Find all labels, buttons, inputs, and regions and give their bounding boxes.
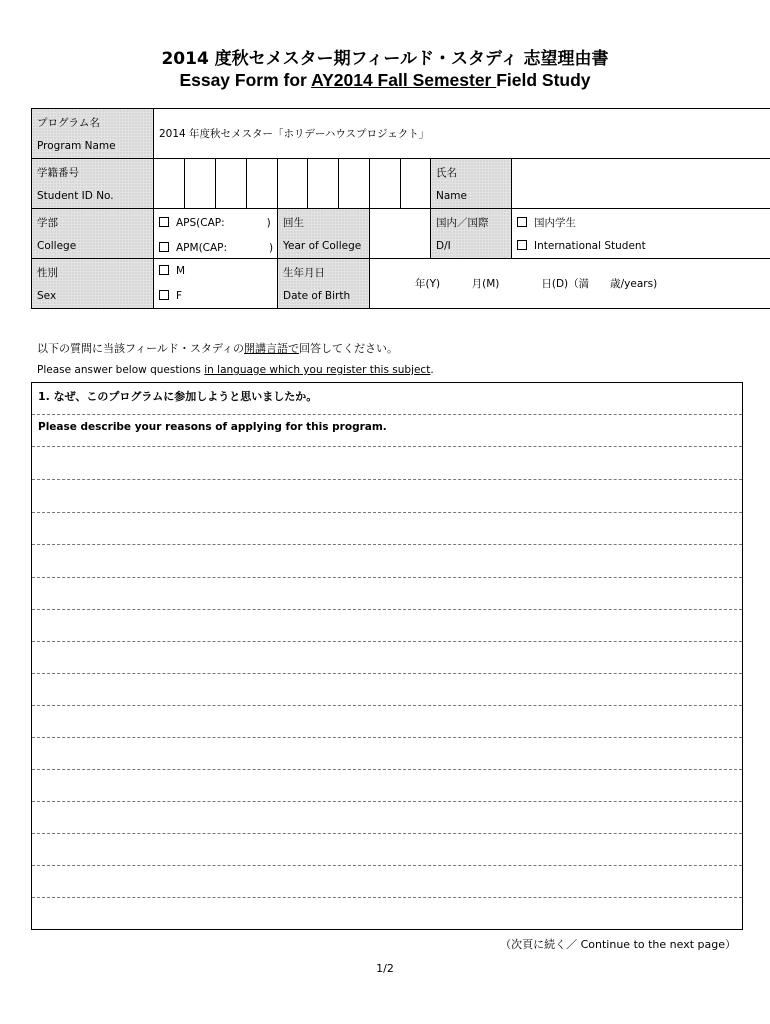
ruled-line: [32, 737, 742, 738]
student-id-box-2[interactable]: [185, 159, 216, 209]
year-label-jp: 回生: [283, 217, 304, 229]
ruled-line: [32, 479, 742, 480]
continue-note: （次頁に続く／ Continue to the next page）: [500, 938, 736, 951]
college-label-en: College: [37, 240, 77, 252]
program-value: 2014 年度秋セメスター「ホリデーハウスプロジェクト」: [159, 128, 430, 140]
student-id-box-8[interactable]: [370, 159, 401, 209]
college-option-apm[interactable]: [159, 240, 273, 255]
student-id-box-4[interactable]: [247, 159, 278, 209]
di-option-domestic[interactable]: [517, 215, 576, 230]
year-field[interactable]: [370, 209, 431, 259]
sex-options-cell: [154, 259, 278, 309]
program-row: [32, 109, 770, 159]
title-english: [0, 70, 770, 91]
instruction-jp-prefix: 以下の質問に当該フィールド・スタディの: [37, 342, 245, 355]
ruled-line: [32, 897, 742, 898]
checkbox-icon[interactable]: [159, 242, 169, 252]
instruction-en-suffix: .: [430, 364, 434, 376]
name-label-jp: 氏名: [436, 167, 457, 179]
instruction-jp-underlined: 開講言語で: [244, 342, 300, 355]
checkbox-icon[interactable]: [159, 290, 169, 300]
title-en-underlined: AY2014 Fall Semester: [311, 70, 497, 90]
di-label-en: D/I: [436, 240, 451, 252]
sex-option-m-label: M: [176, 265, 186, 277]
college-option-aps[interactable]: [159, 215, 271, 230]
ruled-line: [32, 801, 742, 802]
question-1-en: Please describe your reasons of applying for this program.: [38, 421, 387, 433]
ruled-line: [32, 673, 742, 674]
ruled-line: [32, 769, 742, 770]
student-row: [32, 159, 770, 209]
dob-field[interactable]: [370, 259, 770, 309]
ruled-line: [32, 833, 742, 834]
question-1-jp: 1. なぜ、このプログラムに参加しようと思いましたか。: [38, 390, 318, 403]
ruled-line: [32, 544, 742, 545]
instruction-en: [37, 364, 434, 376]
student-id-box-6[interactable]: [308, 159, 339, 209]
college-option-apm-label: APM(CAP: ): [176, 242, 274, 254]
student-id-box-1[interactable]: [154, 159, 185, 209]
program-label-jp: プログラム名: [37, 117, 100, 129]
di-label-cell: [431, 209, 512, 259]
student-id-box-7[interactable]: [339, 159, 370, 209]
instruction-jp: [37, 340, 398, 356]
program-label-cell: [32, 109, 154, 159]
dob-label-jp: 生年月日: [283, 267, 325, 279]
ruled-line: [32, 414, 742, 415]
essay-answer-area[interactable]: [31, 382, 743, 930]
title-japanese: 2014 度秋セメスター期フィールド・スタディ 志望理由書: [161, 49, 609, 69]
sex-option-m[interactable]: [159, 265, 185, 277]
student-id-box-9[interactable]: [401, 159, 431, 209]
name-label-cell: [431, 159, 512, 209]
year-label-cell: [278, 209, 370, 259]
college-label-jp: 学部: [37, 217, 58, 229]
college-label-cell: [32, 209, 154, 259]
ruled-line: [32, 446, 742, 447]
year-label-en: Year of College: [283, 240, 362, 252]
student-id-box-5[interactable]: [278, 159, 308, 209]
program-value-cell: [154, 109, 770, 159]
sex-label-jp: 性別: [37, 267, 58, 279]
instruction-en-prefix: Please answer below questions: [37, 364, 205, 376]
di-option-domestic-label: 国内学生: [534, 217, 576, 229]
page-number: 1/2: [376, 962, 394, 975]
checkbox-icon[interactable]: [159, 265, 169, 275]
ruled-line: [32, 641, 742, 642]
title-en-suffix: Field Study: [496, 70, 591, 90]
sex-row: [32, 259, 770, 309]
ruled-line: [32, 865, 742, 866]
ruled-line: [32, 609, 742, 610]
college-option-aps-label: APS(CAP: ): [176, 217, 271, 229]
checkbox-icon[interactable]: [517, 217, 527, 227]
ruled-line: [32, 577, 742, 578]
checkbox-icon[interactable]: [517, 240, 527, 250]
name-label-en: Name: [436, 190, 467, 202]
title-en-prefix: Essay Form for: [179, 70, 312, 90]
applicant-info-table: [31, 108, 770, 309]
program-label-en: Program Name: [37, 140, 116, 152]
sex-label-en: Sex: [37, 290, 57, 302]
ruled-line: [32, 705, 742, 706]
student-id-label-en: Student ID No.: [37, 190, 114, 202]
di-options-cell: [512, 209, 770, 259]
name-field[interactable]: [512, 159, 770, 209]
dob-label-cell: [278, 259, 370, 309]
student-id-box-3[interactable]: [216, 159, 247, 209]
sex-option-f[interactable]: [159, 290, 182, 302]
ruled-line: [32, 512, 742, 513]
college-row: [32, 209, 770, 259]
dob-label-en: Date of Birth: [283, 290, 351, 302]
di-option-international[interactable]: [517, 240, 646, 252]
sex-label-cell: [32, 259, 154, 309]
dob-value: 年(Y) 月(M) 日(D)（満 歳/years): [415, 278, 658, 290]
di-label-jp: 国内／国際: [436, 217, 489, 229]
student-id-label-cell: [32, 159, 154, 209]
sex-option-f-label: F: [176, 290, 183, 302]
college-options-cell: [154, 209, 278, 259]
instruction-en-underlined: in language which you register this subject: [204, 364, 431, 376]
instruction-jp-suffix: 回答してください。: [299, 342, 399, 355]
checkbox-icon[interactable]: [159, 217, 169, 227]
student-id-label-jp: 学籍番号: [37, 167, 79, 179]
di-option-international-label: International Student: [534, 240, 646, 252]
